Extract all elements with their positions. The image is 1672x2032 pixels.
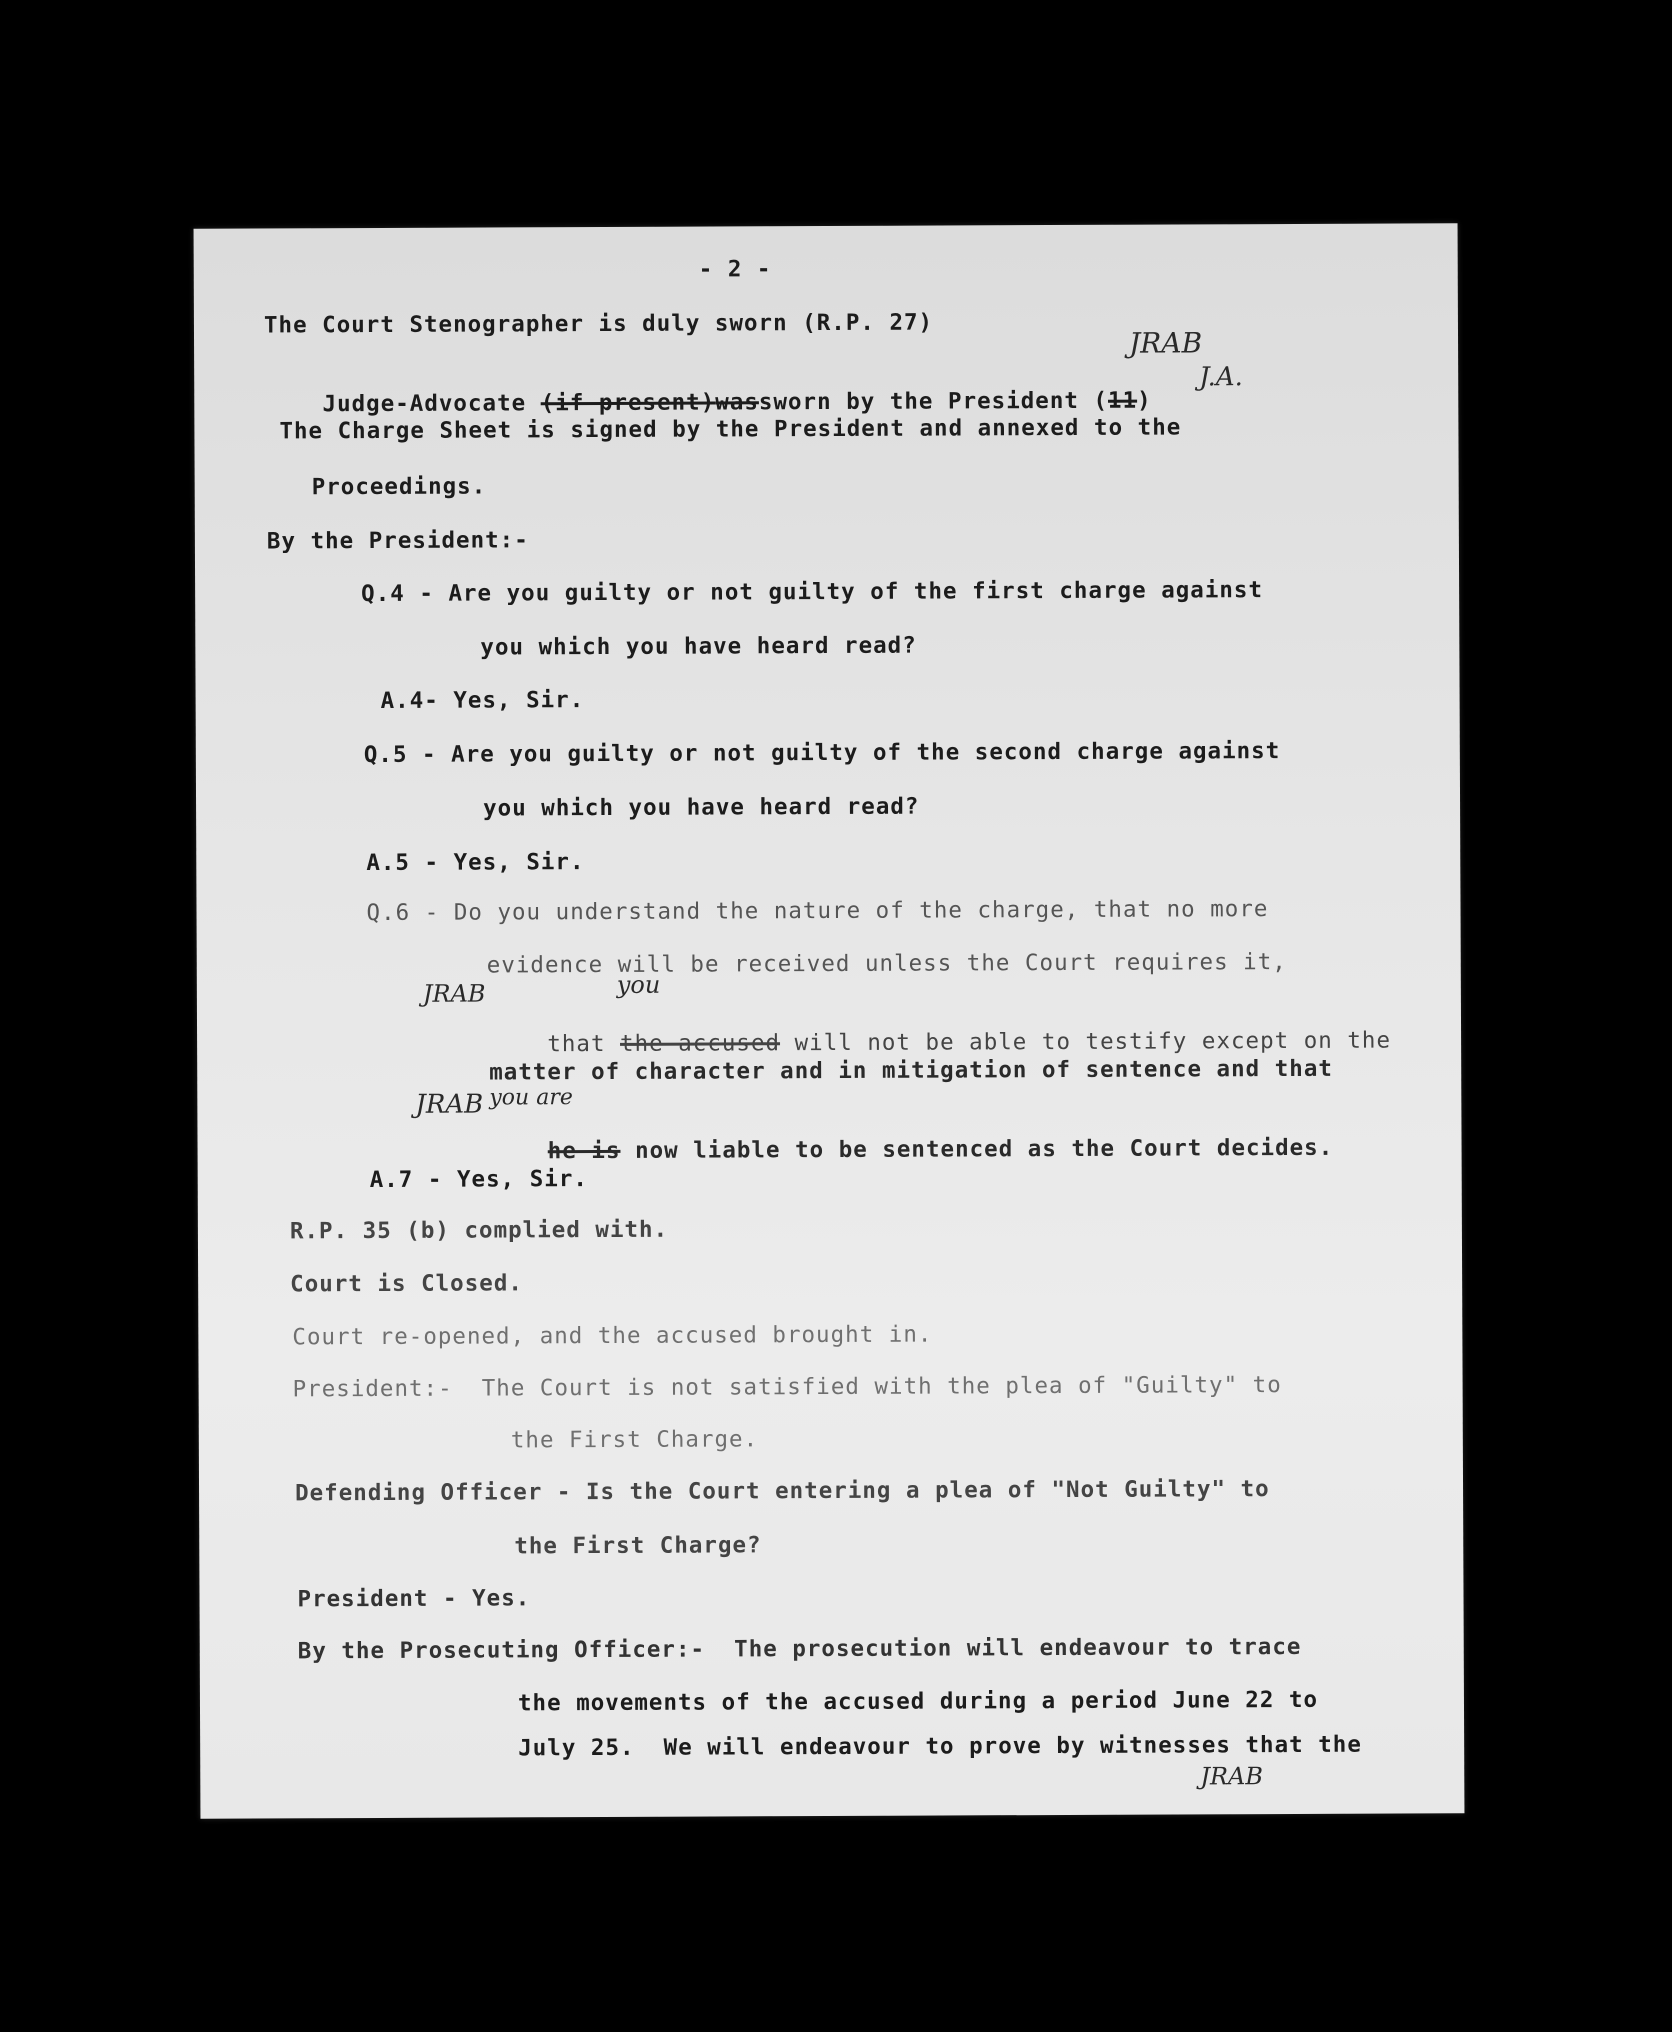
text-line-court-reopened: Court re-opened, and the accused brought in. xyxy=(292,1321,933,1351)
handwritten-you-are: you are xyxy=(489,1085,573,1111)
answer-7: A.7 - Yes, Sir. xyxy=(369,1166,588,1194)
question-4-line-2: you which you have heard read? xyxy=(480,632,917,661)
handwritten-initials-jrab-4: JRAB xyxy=(1200,1762,1264,1791)
struck-he-is: he is xyxy=(547,1137,621,1165)
question-4-line-1: Q.4 - Are you guilty or not guilty of the first charge against xyxy=(361,577,1264,608)
struck-was: was xyxy=(715,389,759,416)
president-statement-line-1: President:- The Court is not satisfied with the plea of "Guilty" to xyxy=(292,1372,1282,1403)
defending-officer-line-1: Defending Officer - Is the Court entering a plea of "Not Guilty" to xyxy=(294,1476,1270,1507)
question-6-line-5 xyxy=(489,1109,1333,1191)
sworn-by-president: sworn by the President ( xyxy=(758,387,1109,416)
president-statement-line-2: the First Charge. xyxy=(510,1426,759,1454)
text-line-proceedings: Proceedings. xyxy=(311,473,487,501)
judge-advocate-label: Judge-Advocate xyxy=(322,390,541,418)
question-5-line-2: you which you have heard read? xyxy=(483,793,920,822)
struck-reference: 11 xyxy=(1107,387,1138,414)
handwritten-initials-jrab-3: JRAB xyxy=(415,1089,484,1120)
prosecuting-officer-line-1: By the Prosecuting Officer:- The prosecution will endeavour to trace xyxy=(297,1633,1302,1665)
answer-5: A.5 - Yes, Sir. xyxy=(366,849,585,877)
handwritten-initials-jrab-1: JRAB xyxy=(1128,326,1203,360)
closing-paren: ) xyxy=(1137,387,1152,414)
defending-officer-line-2: the First Charge? xyxy=(514,1532,762,1560)
answer-4: A.4- Yes, Sir. xyxy=(380,687,585,714)
text-line-rp35: R.P. 35 (b) complied with. xyxy=(289,1216,669,1245)
question-5-line-1: Q.5 - Are you guilty or not guilty of the second charge against xyxy=(363,738,1281,769)
handwritten-initials-jrab-2: JRAB xyxy=(422,979,486,1008)
prosecuting-officer-line-3: July 25. We will endeavour to prove by witnesses that the xyxy=(518,1731,1362,1762)
handwritten-ja: J.A. xyxy=(1199,362,1243,393)
prosecuting-officer-line-2: the movements of the accused during a period June 22 to xyxy=(517,1686,1319,1717)
struck-if-present: (if present) xyxy=(540,389,716,417)
page-number: - 2 - xyxy=(698,256,772,283)
document-page xyxy=(194,223,1465,1819)
text-line-court-closed: Court is Closed. xyxy=(290,1270,523,1298)
question-6-line-2: evidence will be received unless the Court requires it, xyxy=(486,949,1287,979)
question-6-line-4: matter of character and in mitigation of sentence and that xyxy=(489,1055,1333,1086)
president-reply: President - Yes. xyxy=(297,1585,531,1613)
text-line-by-the-president: By the President:- xyxy=(266,527,529,555)
that-text: that xyxy=(547,1030,621,1058)
text-line-charge-sheet: The Charge Sheet is signed by the President and annexed to the xyxy=(279,414,1182,445)
sentenced-text: now liable to be sentenced as the Court decides. xyxy=(620,1134,1334,1164)
text-line-stenographer: The Court Stenographer is duly sworn (R.P. 27) xyxy=(263,309,934,339)
struck-the-accused: the accused xyxy=(619,1030,781,1057)
testify-text: will not be able to testify except on the xyxy=(779,1027,1392,1057)
question-6-line-1: Q.6 - Do you understand the nature of the charge, that no more xyxy=(366,896,1269,927)
handwritten-you: you xyxy=(616,970,661,999)
